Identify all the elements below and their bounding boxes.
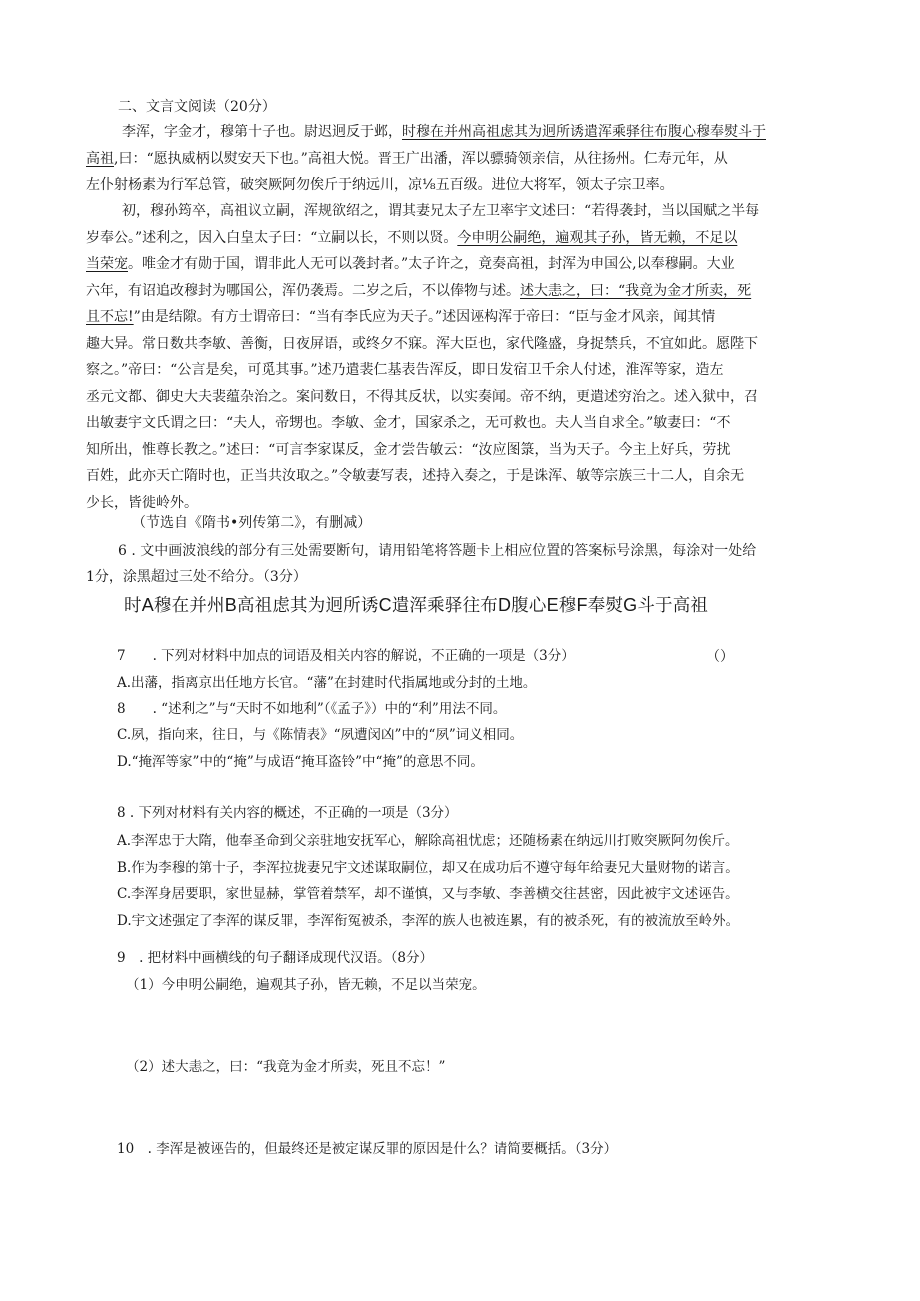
q6-break-mark[interactable]: G [623, 595, 638, 615]
q6-break-mark[interactable]: D [497, 595, 512, 615]
passage-line: 李浑，字金才，穆第十子也。尉迟迥反于邺，时穆在并州高祖虑其为迥所诱遣浑乘驿往布腹心穆奉熨斗于 [122, 124, 766, 140]
q8-stem: 8 . 下列对材料有关内容的概述，不正确的一项是（3分） [117, 805, 458, 821]
q10-stem: 10 . 李浑是被诬告的，但最终还是被定谋反罪的原因是什么？请简要概括。（3分） [117, 1141, 618, 1157]
q6-stem-line-2: 1分，涂黑超过三处不给分。（3分） [86, 569, 307, 585]
passage-line: 左仆射杨素为行军总管，破突厥阿勿俟斤于纳远川，凉⅛五百级。进位大将军，领太子宗卫率。 [86, 177, 674, 193]
passage-line: 少长，皆徙岭外。 [86, 494, 198, 511]
wavy-underline-text: 时穆在并州高祖虑其为迥所诱遣浑乘驿往布腹心穆奉熨斗于 [402, 124, 766, 140]
underlined-sentence: 且不忘! [86, 309, 134, 325]
passage-line: 当荣宠。唯金才有勋于国，谓非此人无可以袭封者。”太子许之，竟奏高祖，封浑为申国公,以奉穆嗣。大业 [86, 256, 735, 272]
q6-break-mark[interactable]: C [378, 595, 392, 615]
passage-line: 出敏妻宇文氏谓之曰：“夫人，帝甥也。李敏、金才，国家杀之，无可救也。夫人当自求全。”敏妻曰：“不 [86, 415, 731, 431]
q9-sentence-2: （2）述大恚之，曰：“我竟为金才所卖，死且不忘！” [126, 1059, 446, 1075]
q8-option-b[interactable]: B.作为李穆的第十子，李浑拉拢妻兄宇文述谋取嗣位，却又在成功后不遵守每年给妻兄大量财物的诺言。 [117, 860, 739, 876]
q9-stem: 9 . 把材料中画横线的句子翻译成现代汉语。（8分） [117, 950, 434, 966]
q7-option-b[interactable]: 8 . “述利之”与“天时不如地利”（《孟子》）中的“利”用法不同。 [117, 701, 507, 717]
q6-segment: 时 [124, 596, 142, 616]
q6-segment: 遣浑乘驿往布 [391, 596, 498, 616]
q7-answer-blank[interactable]: （） [706, 649, 734, 665]
q6-segment: 穆 [558, 596, 577, 616]
wavy-underline-text: 高祖 [86, 150, 114, 167]
q8-option-c[interactable]: C.李浑身居要职，家世显赫，掌管着禁军，却不谨慎，又与李敏、李善横交往甚密，因此被宇文述诬告。 [117, 886, 739, 902]
passage-line: 察之。”帝曰：“公言是矣，可觅其事。”述乃遣裴仁基表告浑反，即日发宿卫千余人付述，淮浑等家，造左 [86, 362, 724, 378]
underlined-sentence: 当荣宠 [86, 256, 128, 272]
q8-option-d[interactable]: D.宇文述强定了李浑的谋反罪，李浑衔冤被杀，李浑的族人也被连累，有的被杀死，有的被流放至岭外。 [117, 913, 740, 929]
section-title: 二、文言文阅读（20分） [118, 99, 276, 115]
passage-line: 初，穆孙筠卒，高祖议立嗣，浑规欲绍之，谓其妻兄太子左卫率宇文述曰：“若得袭封，当以国赋之半每 [122, 203, 760, 219]
passage-paragraph-2 [86, 198, 832, 516]
passage-line: 百姓，此亦天亡隋时也，正当共汝取之。”令敏妻写表，述持入奏之，于是诛浑、敏等宗族三十二人，自余无 [86, 468, 745, 484]
q6-segment: 奉熨 [587, 596, 624, 616]
q6-break-mark[interactable]: F [576, 595, 588, 615]
passage-line: 且不忘!”由是结隙。有方士谓帝曰：“当有李氏应为天子。”述因诬构浑于帝曰：“臣与金才风亲，闻其情 [86, 309, 716, 325]
q7-option-a[interactable]: A.出藩，指离京出任地方长官。“藩”在封建时代指属地或分封的土地。 [117, 675, 537, 691]
q7-stem: 7 . 下列对材料中加点的词语及相关内容的解说，不正确的一项是（3分） [117, 648, 575, 664]
q7-option-c[interactable]: C.夙，指向来，往日，与《陈情表》“夙遭闵凶”中的“夙”词义相同。 [117, 727, 524, 743]
underlined-sentence: 述大恚之，曰：“我竟为金才所卖，死 [520, 282, 752, 299]
q6-segment: 斗于高祖 [637, 596, 709, 616]
passage-line: 六年，有诏追改穆封为哪国公，浑仍袭焉。二岁之后，不以俸物与述。述大恚之，曰：“我竟为金才所卖，死 [86, 282, 752, 299]
q6-segmentation-line [124, 592, 708, 617]
passage-line: 岁奉公。”述利之，因入白皇太子曰：“立嗣以长，不则以贤。今申明公嗣绝，遍观其子孙，皆无赖，不足以 [86, 229, 738, 246]
q6-segment: 腹心 [511, 596, 547, 616]
underlined-sentence: 今申明公嗣绝，遍观其子孙，皆无赖，不足以 [457, 229, 738, 246]
passage-line: 知所出，惟尊长教之。”述曰：“可言李家谋反，金才尝告敏云：“汝应图箓，当为天子。今主上好兵，劳扰 [86, 441, 731, 458]
q6-break-mark[interactable]: B [224, 595, 237, 615]
q6-stem-line-1: 6 . 文中画波浪线的部分有三处需要断句，请用铅笔将答题卡上相应位置的答案标号涂黑，每涂对一处给 [118, 543, 757, 559]
q6-segment: 高祖虑其为迥所诱 [236, 596, 379, 616]
passage-line: 高祖,曰：“愿执威柄以熨安天下也。”高祖大悦。晋王广出潘，浑以骠骑领亲信，从往扬州。仁寿元年，从 [86, 150, 728, 167]
q6-segment: 穆在并州 [153, 596, 225, 616]
passage-line: 丞元文都、御史大夫裴蕴杂治之。案问数日，不得其反状，以实奏闻。帝不纳，更遣述穷治之。述入狱中，召 [86, 388, 758, 405]
q8-option-a[interactable]: A.李浑忠于大隋，他奉圣命到父亲驻地安抚军心，解除高祖忧虑；还随杨素在纳远川打败突厥阿勿俟斤。 [117, 833, 739, 849]
q9-sentence-1: （1）今申明公嗣绝，遍观其子孙，皆无赖，不足以当荣宠。 [126, 977, 486, 993]
q6-break-mark[interactable]: A [141, 595, 154, 615]
q7-option-d[interactable]: D.“掩浑等家”中的“掩”与成语“掩耳盗铃”中“掩”的意思不同。 [117, 754, 484, 770]
passage-line: 趣大异。常日数共李敏、善衡，日夜屏语，或终夕不寐。浑大臣也，家代隆盛，身捉禁兵，不宜如此。愿陛下 [86, 335, 758, 352]
passage-paragraph-1 [86, 119, 832, 199]
passage-source: （节选自《隋书•列传第二》，有删减） [132, 515, 372, 531]
q6-break-mark[interactable]: E [546, 595, 559, 615]
